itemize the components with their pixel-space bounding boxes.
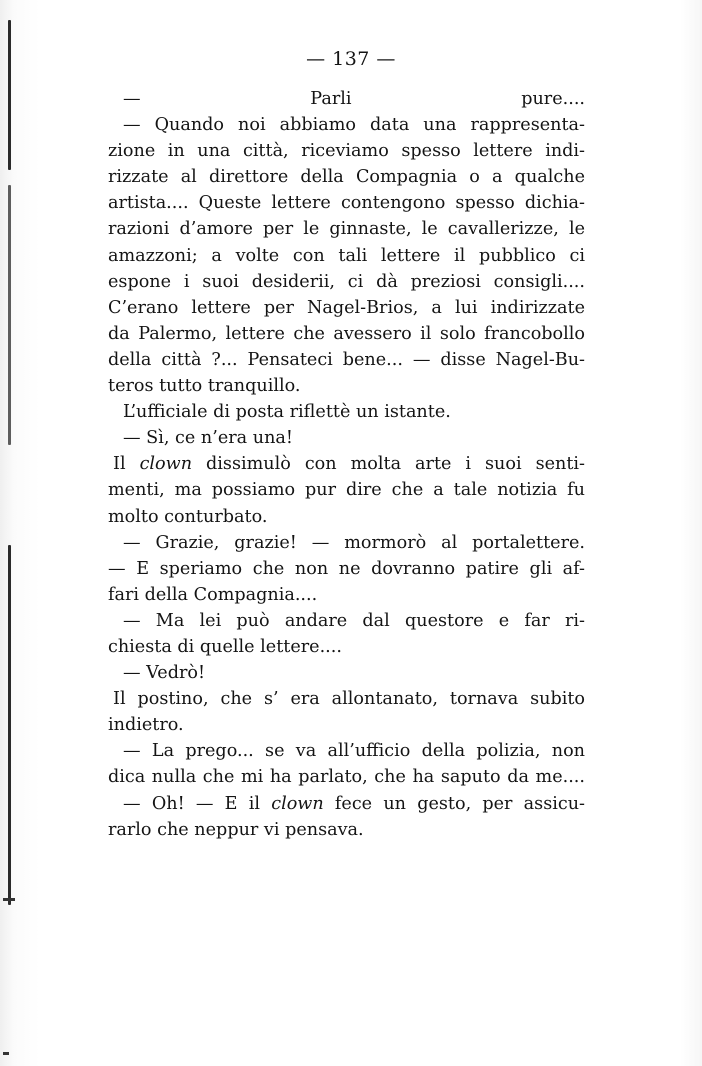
text-line: — Vedrò! xyxy=(123,663,206,684)
text-line xyxy=(108,451,585,477)
text-line: — Grazie, grazie! — mormorò al portalettere. xyxy=(123,532,585,553)
text-line: espone i suoi desiderii, ci dà preziosi consigli.... xyxy=(108,271,585,292)
italic-word: clown xyxy=(271,793,324,814)
text-line: dica nulla che mi ha parlato, che ha saputo da me.... xyxy=(108,767,585,788)
text-line: artista.... Queste lettere contengono spesso dichia- xyxy=(108,193,585,214)
text-line: fari della Compagnia.... xyxy=(108,584,318,605)
text-line: — Parli pure.... xyxy=(123,89,585,109)
text-line: — Sì, ce n’era una! xyxy=(123,428,293,449)
text-line: amazzoni; a volte con tali lettere il pubblico ci xyxy=(108,245,585,266)
body-text xyxy=(108,86,585,843)
binding-rule xyxy=(8,185,11,445)
binding-tick xyxy=(3,898,15,901)
text-line: — La prego... se va all’ufficio della polizia, non xyxy=(123,741,585,762)
text-line: — Ma lei può andare dal questore e far ri- xyxy=(123,610,585,631)
binding-rule xyxy=(8,545,11,905)
binding-tick xyxy=(3,1052,9,1055)
page-number: — 137 — xyxy=(306,48,396,70)
italic-word: clown xyxy=(139,454,193,475)
text-run: Il xyxy=(113,454,140,475)
text-run: — Oh! — E il xyxy=(123,793,272,814)
text-line xyxy=(108,791,585,817)
text-line: C’erano lettere per Nagel-Brios, a lui indirizzate xyxy=(108,297,585,318)
text-line: indietro. xyxy=(108,715,184,736)
text-line: Il postino, che s’ era allontanato, tornava subito xyxy=(113,689,585,710)
text-line: — Quando noi abbiamo data una rappresenta- xyxy=(123,115,585,136)
text-line: razioni d’amore per le ginnaste, le cavallerizze, le xyxy=(108,219,585,240)
text-line: chiesta di quelle lettere.... xyxy=(108,636,342,657)
text-line: L’ufficiale di posta riflettè un istante. xyxy=(123,402,451,423)
text-line: rarlo che neppur vi pensava. xyxy=(108,819,364,840)
binding-rule xyxy=(8,20,11,170)
text-line: della città ?... Pensateci bene... — disse Nagel-Bu- xyxy=(108,349,585,370)
text-line: zione in una città, riceviamo spesso lettere indi- xyxy=(108,141,585,162)
text-line: rizzate al direttore della Compagnia o a qualche xyxy=(108,167,585,188)
binding-edge xyxy=(3,0,15,1066)
text-run: dissimulò con molta arte i suoi senti- xyxy=(192,454,586,475)
text-run: fece un gesto, per assicu- xyxy=(323,793,585,814)
text-line: teros tutto tranquillo. xyxy=(108,376,301,397)
text-line: molto conturbato. xyxy=(108,506,268,527)
text-line: da Palermo, lettere che avessero il solo francobollo xyxy=(108,323,585,344)
text-line: — E speriamo che non ne dovranno patire gli af- xyxy=(108,558,585,579)
text-line: menti, ma possiamo pur dire che a tale notizia fu xyxy=(108,480,585,501)
